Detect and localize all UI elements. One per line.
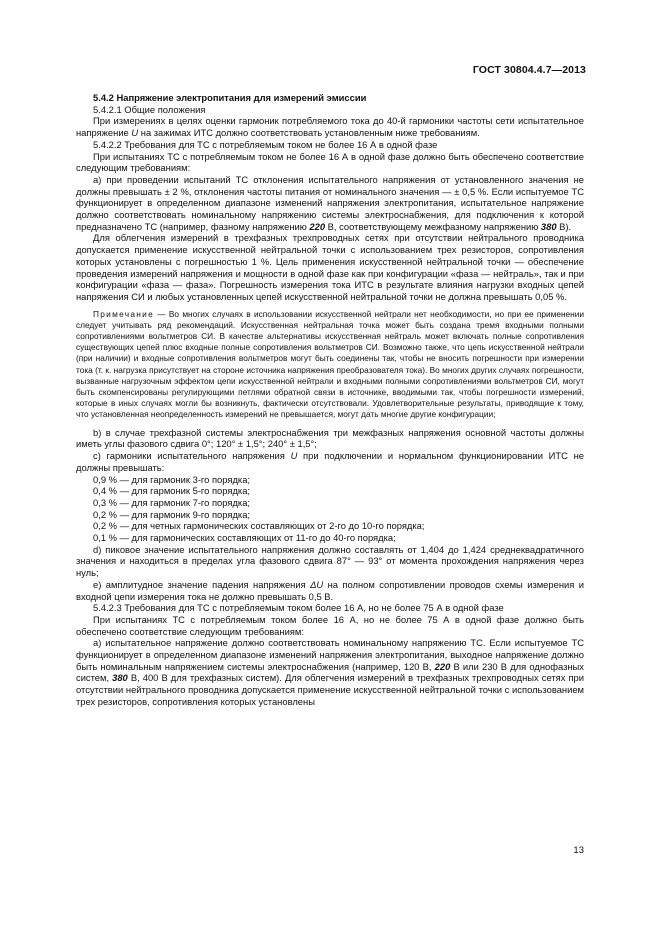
requirement-a-75a xyxy=(76,637,584,707)
harmonic-limit-item: 0,4 % — для гармоник 5-го порядка; xyxy=(93,485,251,497)
text-fragment: В или 230 В для однофазных систем, xyxy=(76,660,584,684)
voltage-symbol: U xyxy=(290,450,298,462)
requirement-d: d) пиковое значение испытательного напряжения должно составлять от 1,404 до 1,424 среднеквадратичного значения и находиться в пределах угла фазового сдвига 87° — 93° от момента прохождения напряжения через нуль; xyxy=(76,543,584,579)
note xyxy=(76,309,584,421)
voltage-symbol: U xyxy=(131,127,139,139)
document-body xyxy=(76,92,584,708)
voltage-value-220: 220 xyxy=(309,220,326,232)
section-5-4-2-2-intro: При испытаниях ТС с потребляемым током не более 16 А в одной фазе должно быть обеспечено соответствие следующим требованиям: xyxy=(76,150,584,174)
requirement-e xyxy=(76,579,584,602)
note-label: Примечание xyxy=(93,308,155,319)
section-5-4-2-1-text xyxy=(76,115,584,138)
voltage-value-380: 380 xyxy=(540,220,557,232)
text-fragment: При измерениях в целях оценки гармоник потребляемого тока до 40-й гармоники частоты сети испытательное напряжение xyxy=(76,115,584,139)
text-fragment: В, 400 В для трехфазных систем). Для облегчения измерений в трехфазных трехпроводных сетях при отсутствии нейтрального проводника допускается применение искусственной нейтральной точки с использованием трех резисторов, сопротивления которых установлены xyxy=(76,672,585,707)
text-fragment: при подключении и нормальном функционировании ИТС не должны превышать: xyxy=(76,450,584,473)
voltage-drop-symbol: ΔU xyxy=(310,578,324,590)
voltage-value-220: 220 xyxy=(434,660,451,672)
section-5-4-2-title: 5.4.2 Напряжение электропитания для измерений эмиссии xyxy=(93,92,367,103)
section-5-4-2-3-title: 5.4.2.3 Требования для ТС с потребляемым током более 16 А, но не более 75 А в одной фазе xyxy=(93,602,504,614)
note-text: — Во многих случаях в использовании искусственной нейтрали нет необходимости, но при ее применении следует учитывать ряд рекомендаций. Искусственная нейтральная точка может быть создана тремя входными полными сопротивлениями вольтметров СИ. В качестве альтернативы искусственная нейтраль может включать полные сопротивления существующих цепей плюс входные полные сопротивления вольтметров СИ. Возможно также, что цепь искусственной нейтрали (при наличии) и входные сопротивления вольтметров могут быть соединены так, чтобы не вносить погрешности при измерении тока (т. к. нагрузка присутствует на стороне источника напряжения преобразователя тока). Во многих других случаях погрешности, вызванные нагрузочным эффектом цепи искусственной нейтрали и входными полными сопротивлениями вольтметров СИ, могут быть скомпенсированы регулирующими петлями обратной связи в источнике, вводимыми так, чтобы погрешности измерений, которые в иных случаях могли бы возникнуть, фактически отсутствовали. Удовлетворительные результаты, приводящие к тому, что установленная неопределенность измерений не превышается, могут дать многие другие конфигурации; xyxy=(76,308,584,420)
voltage-value-380: 380 xyxy=(112,672,128,684)
harmonic-limit-item: 0,2 % — для гармоник 9-го порядка; xyxy=(93,508,251,520)
text-fragment: а) при проведении испытаний ТС отклонения испытательного напряжения от установленного значения не должны превышать ± 2 %, отклонения частоты питания от номинального значения — ± 0,5 %. Если испытуемое ТС функционирует в определенном диапазоне изменений напряжения электропитания, испытательное напряжение должно соответствовать номинальному напряжению системы электроснабжения, для подключения к которой предназначено ТС (например, фазному напряжению xyxy=(76,173,584,232)
requirement-b: b) в случае трехфазной системы электроснабжения три межфазных напряжения основной частоты должны иметь углы фазового сдвига 0°; 120° ± 1,5°; 240° ± 1,5°; xyxy=(76,426,584,450)
text-fragment: а) испытательное напряжение должно соответствовать номинальному напряжению ТС. Если испытуемое ТС функционирует в определенном диапазоне изменений напряжения электропитания, выходное напряжение должно быть номинальным напряжением системы электроснабжения (например, 120 В, xyxy=(76,637,584,672)
text-fragment: В, соответствующему межфазному напряжению xyxy=(325,220,541,232)
text-fragment: В). xyxy=(556,220,572,232)
text-fragment: на полном сопротивлении проводов схемы измерения и входной цепи измерения тока не должно превышать 0,5 В. xyxy=(76,578,584,602)
requirement-a xyxy=(76,174,584,233)
harmonic-limit-item: 0,2 % — для четных гармонических составляющих от 2-го до 10-го порядка; xyxy=(93,520,425,532)
section-5-4-2-3-intro: При испытаниях ТС с потребляемым током более 16 А, но не более 75 А в одной фазе должно быть обеспечено соответствие следующим требованиям: xyxy=(76,613,584,637)
section-5-4-2-1-title: 5.4.2.1 Общие положения xyxy=(93,103,206,115)
harmonic-limit-item: 0,9 % — для гармоник 3-го порядка; xyxy=(93,473,251,485)
text-fragment: с) гармоники испытательного напряжения xyxy=(93,450,291,462)
requirement-c xyxy=(76,450,584,473)
text-fragment: на зажимах ИТС должно соответствовать установленным ниже требованиям. xyxy=(138,127,480,139)
harmonic-limit-item: 0,3 % — для гармоник 7-го порядка; xyxy=(93,496,251,508)
section-5-4-2-2-title: 5.4.2.2 Требования для ТС с потребляемым током не более 16 А в одной фазе xyxy=(93,138,438,150)
harmonic-limit-item: 0,1 % — для гармонических составляющих от 11-го до 40-го порядка; xyxy=(93,532,396,544)
three-phase-paragraph: Для облегчения измерений в трехфазных трехпроводных сетях при отсутствии нейтрального проводника допускается применение искусственной нейтральной точки с использованием трех резисторов, сопротивления которых установлены с погрешностью 1 %. Цель применения искусственной нейтральной точки — обеспечение проведения измерений напряжения и мощности в одной фазе как при конфигурации «фаза — нейтраль», так и при конфигурации «фаза — фаза». Погрешность измерения тока ИТС в результате влияния нагрузки входных цепей напряжения СИ и любых установленных цепей искусственной нейтральной точки не должна превышать 0,05 %. xyxy=(76,232,584,302)
text-fragment: е) амплитудное значение падения напряжения xyxy=(93,578,311,590)
standard-header: ГОСТ 30804.4.7—2013 xyxy=(472,64,586,76)
page-number: 13 xyxy=(573,845,584,856)
